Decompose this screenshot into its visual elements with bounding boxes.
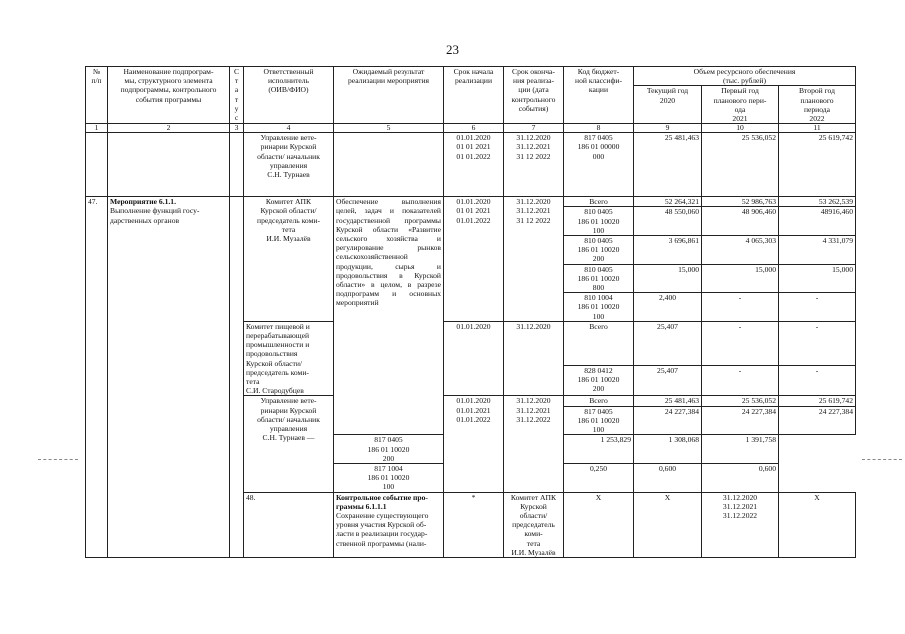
result-cell: Обеспечение выполнения целей, задач и показателей государственной программы Курской области «Развитие сельского хозяйства и регулирование рынков сельскохозяйственной продукции, сырья и продовольствия в Курской области» в целом, в разрезе подпрограмм и основных мероприятий [334, 197, 444, 435]
value-2021: 48 906,460 [702, 207, 779, 236]
end-cell: 31.12.2020 31.12.2021 31.12.2022 [702, 492, 779, 557]
col-number: 6 [444, 124, 504, 133]
col-number: 10 [702, 124, 779, 133]
code-cell: Всего [564, 321, 634, 365]
value-2020: 25,407 [634, 365, 702, 396]
value-2020: 25 481,463 [634, 396, 702, 406]
row-name-cell [108, 197, 230, 558]
row-title: Мероприятие 6.1.1. [110, 197, 177, 207]
value-2020: 24 227,384 [634, 406, 702, 435]
value-2022: - [779, 293, 856, 322]
header-code: Код бюджет- ной классифи- кации [564, 67, 634, 124]
value-2022: 25 619,742 [779, 396, 856, 406]
end-cell: 31.12.2020 [504, 321, 564, 396]
header-result: Ожидаемый результат реализации мероприятия [334, 67, 444, 124]
col-number: 5 [334, 124, 444, 133]
executor-cell: Комитет пищевой и перерабатывающей промышленности и продовольствия Курской области/ председатель коми- тета С.И. Стародубцев [244, 321, 334, 396]
status-cell: * [444, 492, 504, 557]
start-cell: 01.01.2020 01 01 2021 01 01.2022 [444, 133, 504, 197]
row-description: Сохранение существующего уровня участия Курской об- ласти в реализации государ- ственной программы (нали- [336, 510, 429, 548]
row-number: 47. [86, 197, 108, 558]
resource-table [85, 66, 856, 558]
value-2021: 15,000 [702, 264, 779, 293]
value-2021: 25 536,052 [702, 133, 779, 197]
start-cell: 01.01.2020 01 01 2021 01.01.2022 [444, 197, 504, 322]
col-number: 7 [504, 124, 564, 133]
value-2021: 52 986,763 [702, 197, 779, 207]
end-cell: 31.12.2020 31.12.2021 31.12.2022 [504, 396, 564, 492]
scan-dash-right [862, 459, 902, 460]
value-2020: 15,000 [634, 264, 702, 293]
result-cell: Х [564, 492, 634, 557]
value-2021: 0,600 [634, 463, 702, 492]
start-cell: 01.01.2020 [444, 321, 504, 396]
code-cell: 810 0405 186 01 10020 800 [564, 264, 634, 293]
header-executor: Ответственный исполнитель (ОИВ/ФИО) [244, 67, 334, 124]
col-number: 4 [244, 124, 334, 133]
value-2022: 0,600 [702, 463, 779, 492]
scan-dash-left [38, 459, 78, 460]
header-2022: Второй год планового периода 2022 [779, 86, 856, 124]
header-end: Срок оконча- ния реализа- ции (дата контрольного события) [504, 67, 564, 124]
col-number: 2 [108, 124, 230, 133]
value-2022: - [779, 321, 856, 365]
start-cell: Х [634, 492, 702, 557]
code-cell: 817 0405 186 01 10020 100 [564, 406, 634, 435]
row-number: 48. [244, 492, 334, 557]
code-cell: 817 0405 186 01 00000 000 [564, 133, 634, 197]
executor-cell: Управление вете- ринарии Курской области/ начальник управления С.Н. Турнаев — [244, 396, 334, 492]
row-name-cell [334, 492, 444, 557]
value-2021: - [702, 293, 779, 322]
value-2021: 24 227,384 [702, 406, 779, 435]
header-2020: Текущий год 2020 [634, 86, 702, 124]
col-number: 11 [779, 124, 856, 133]
value-2021: 25 536,052 [702, 396, 779, 406]
table-row-47 [86, 197, 856, 207]
code-cell: Всего [564, 197, 634, 207]
value-2020: 25,407 [634, 321, 702, 365]
col-number: 9 [634, 124, 702, 133]
header-volume: Объем ресурсного обеспечения (тыс. рублей) [634, 67, 856, 86]
col-number: 3 [230, 124, 244, 133]
executor-cell: Комитет АПК Курской области/ председатель коми- тета И.И. Музалёв [244, 197, 334, 322]
code-cell: 828 0412 186 01 10020 200 [564, 365, 634, 396]
value-2021: - [702, 365, 779, 396]
code-cell: 810 0405 186 01 10020 200 [564, 236, 634, 265]
value-2020: 48 550,060 [634, 207, 702, 236]
header-start: Срок начала реализации [444, 67, 504, 124]
code-cell: 810 0405 186 01 10020 100 [564, 207, 634, 236]
table-row-continuation [86, 133, 856, 197]
value-2022: 4 331,079 [779, 236, 856, 265]
row-description: Выполнение функций госу- дарственных органов [110, 206, 200, 225]
value-2022: 25 619,742 [779, 133, 856, 197]
code-cell: Всего [564, 396, 634, 406]
column-number-row [86, 124, 856, 133]
executor-cell: Комитет АПК Курской области/ председатель коми- тета И.И. Музалёв [504, 492, 564, 557]
value-2020: 3 696,861 [634, 236, 702, 265]
executor-cell: Управление вете- ринарии Курской области/ начальник управления С.Н. Турнаев [244, 133, 334, 197]
value-2020: 2,400 [634, 293, 702, 322]
value-2022: 48916,460 [779, 207, 856, 236]
code-cell: 817 0405 186 01 10020 200 [334, 435, 444, 464]
header-2021: Первый год планового пери- ода 2021 [702, 86, 779, 124]
header-row [86, 67, 856, 86]
end-cell: 31.12.2020 31.12.2021 31 12 2022 [504, 133, 564, 197]
header-status: С т а т у с [230, 67, 244, 124]
col-number: 1 [86, 124, 108, 133]
value-2021: - [702, 321, 779, 365]
value-2021: 4 065,303 [702, 236, 779, 265]
value-2022: 1 391,758 [702, 435, 779, 464]
value-2021: 1 308,068 [634, 435, 702, 464]
value-2022: - [779, 365, 856, 396]
header-num: № п/п [86, 67, 108, 124]
value-2020: 52 264,321 [634, 197, 702, 207]
row-title: Контрольное событие про- граммы 6.1.1.1 [336, 492, 428, 511]
page-number: 23 [446, 42, 459, 57]
value-2022: 53 262,539 [779, 197, 856, 207]
start-cell: 01.01.2020 01.01.2021 01.01.2022 [444, 396, 504, 492]
code-cell: 810 1004 186 01 10020 100 [564, 293, 634, 322]
value-2020: 25 481,463 [634, 133, 702, 197]
value-2022: 24 227,384 [779, 406, 856, 435]
value-2020: 1 253,829 [564, 435, 634, 464]
value-2022: 15,000 [779, 264, 856, 293]
header-name: Наименование подпрограм- мы, структурного элемента подпрограммы, контрольного события программы [108, 67, 230, 124]
value-2020: 0,250 [564, 463, 634, 492]
end-cell: 31.12.2020 31.12.2021 31 12 2022 [504, 197, 564, 322]
code-cell: 817 1004 186 01 10020 100 [334, 463, 444, 492]
col-number: 8 [564, 124, 634, 133]
code-cell: Х [779, 492, 856, 557]
